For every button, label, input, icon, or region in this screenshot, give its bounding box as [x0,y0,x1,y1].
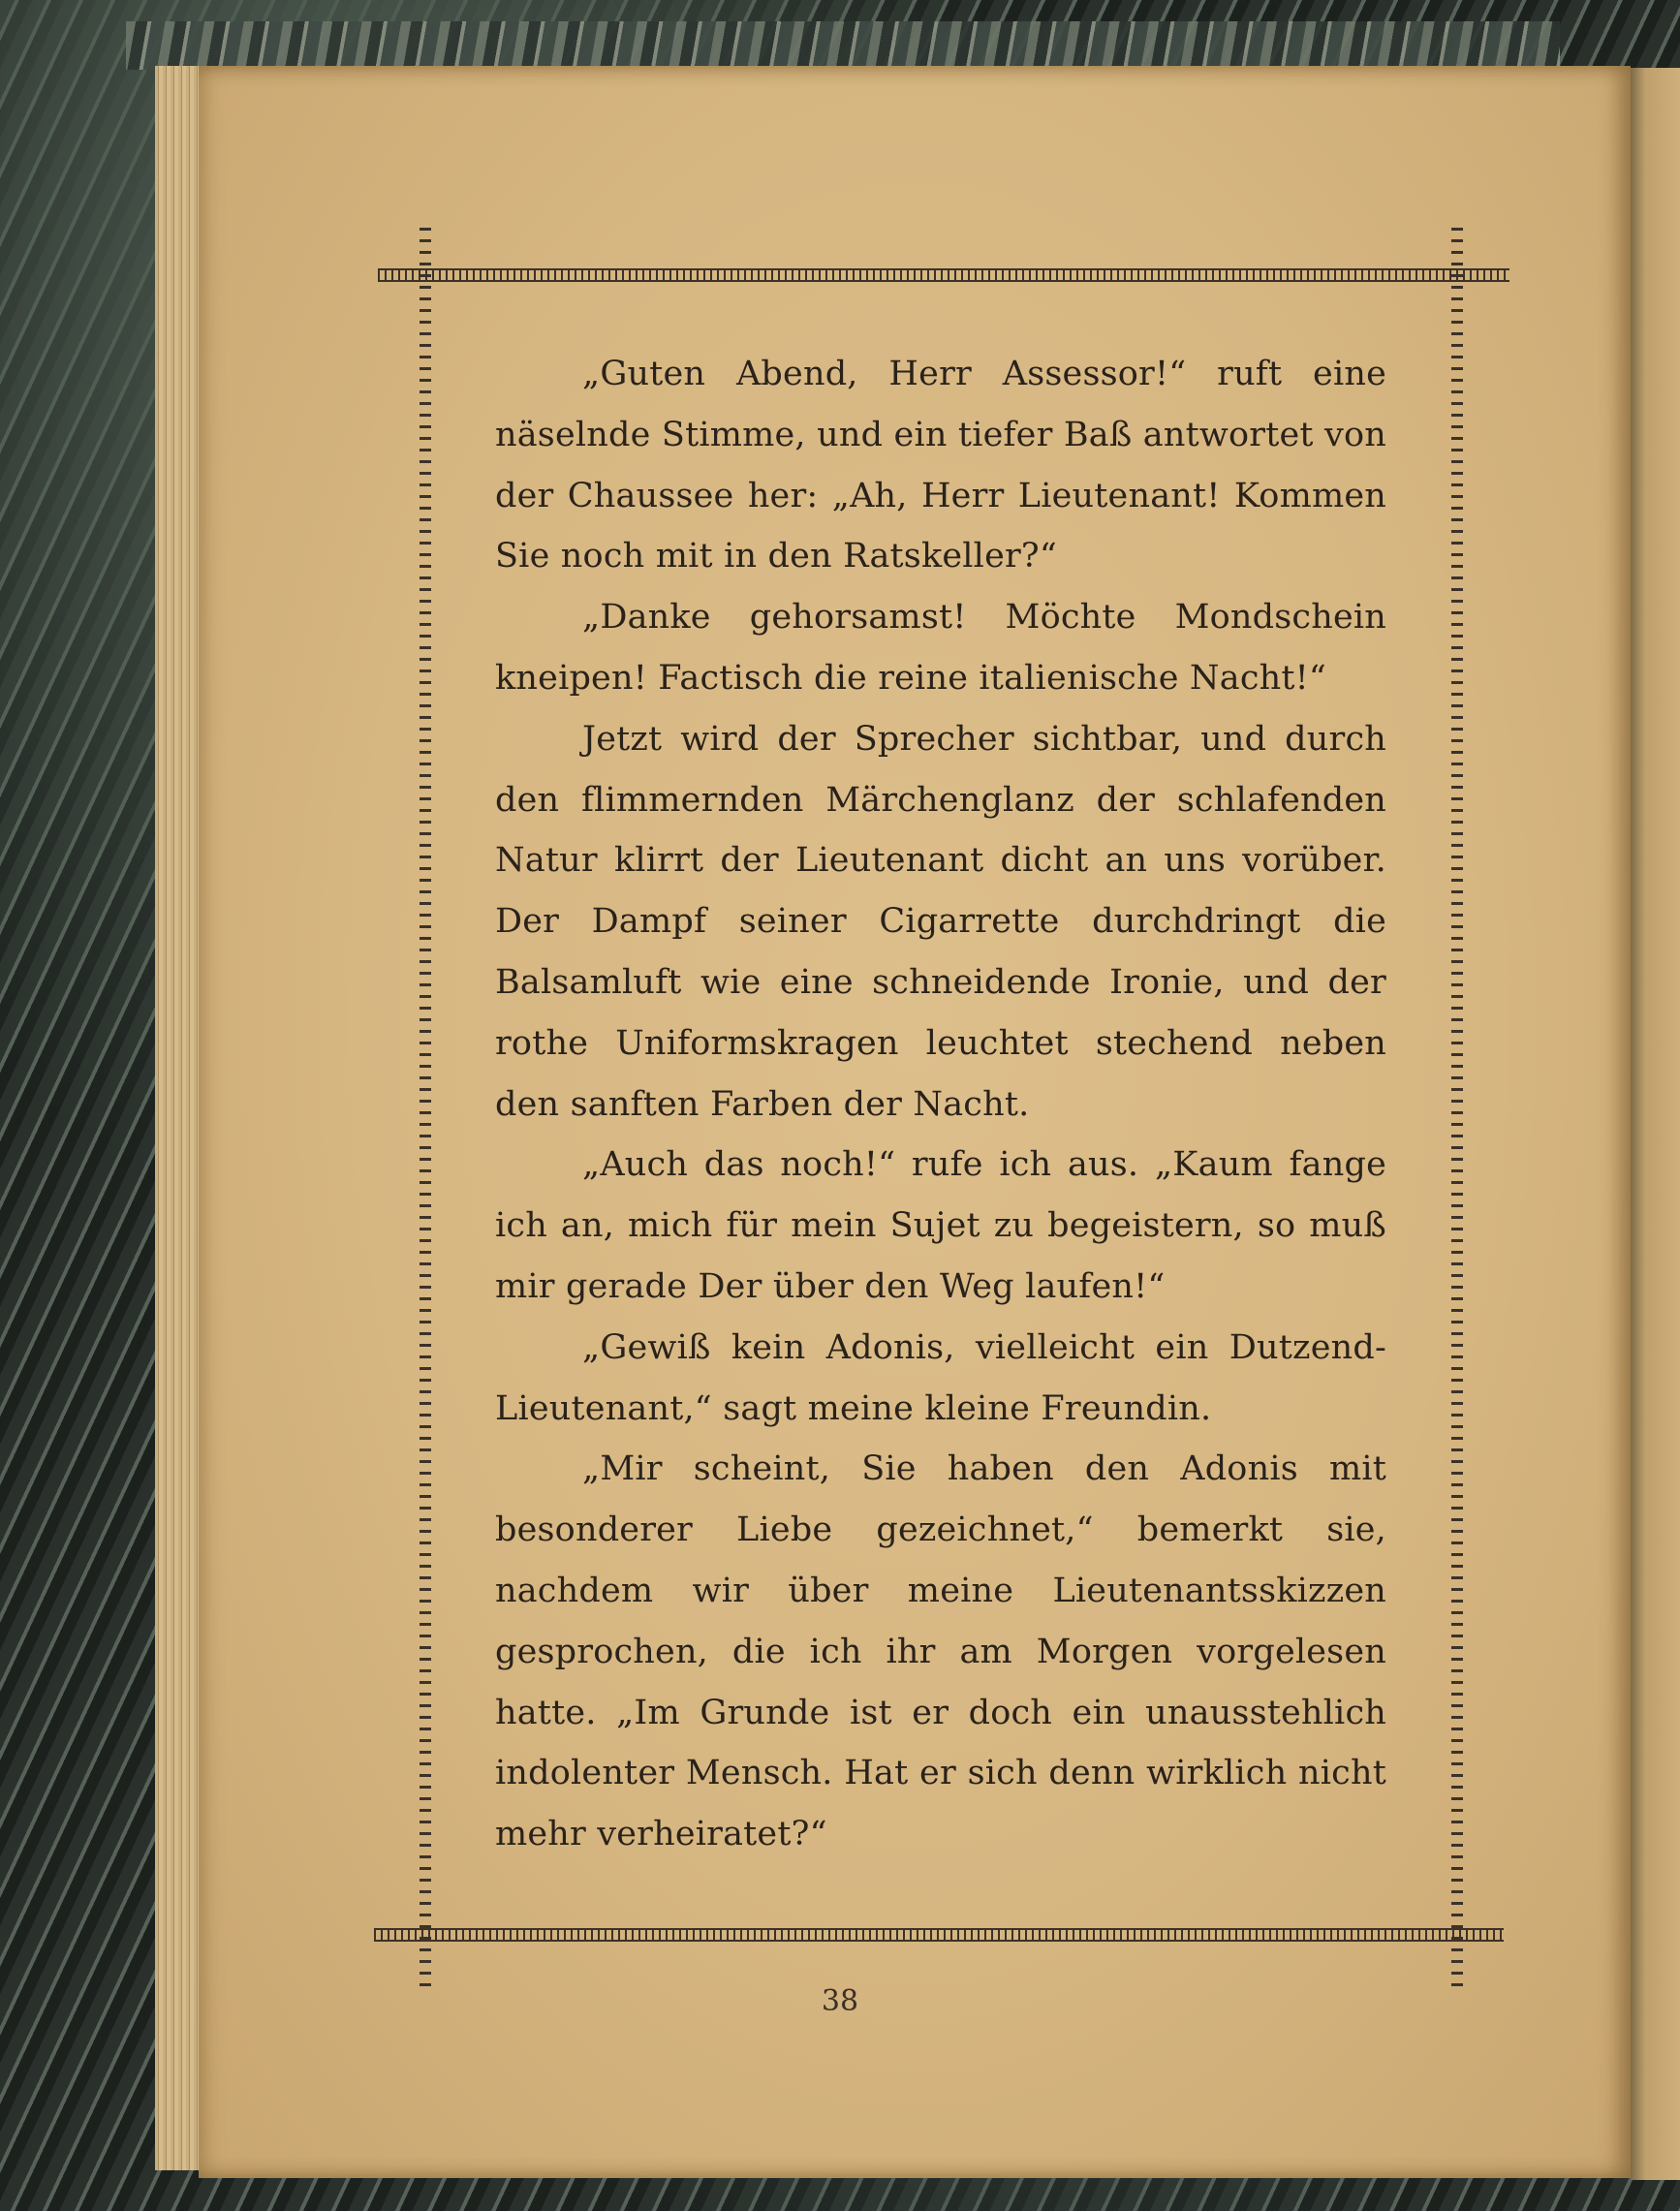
frame-top-rule [378,268,1509,282]
paragraph: „Auch das noch!“ rufe ich aus. „Kaum fange ich an, mich für mein Sujet zu begeistern, so muß mir gerade Der über den Weg laufen!“ [495,1145,1386,1306]
facing-page-edge [1631,68,1680,2180]
paragraph: „Gewiß kein Adonis, vielleicht ein Dutzend-Lieutenant,“ sagt meine kleine Freundin. [495,1327,1386,1428]
frame-left-rule [420,228,431,1986]
marbled-edge [126,21,1560,70]
paragraph: „Guten Abend, Herr Assessor!“ ruft eine näselnde Stimme, und ein tiefer Baß antwortet von der Chaussee her: „Ah, Herr Lieutenant! Kommen Sie noch mit in den Ratskeller?“ [495,355,1386,576]
paragraph: „Mir scheint, Sie haben den Adonis mit besonderer Liebe gezeichnet,“ bemerkt sie, nachdem wir über meine Lieutenantsskizzen gesprochen, die ich ihr am Morgen vorgelesen hatte. „Im Grunde ist er doch ein unausstehlich indolenter Mensch. Hat er sich denn wirklich nicht mehr verheiratet?“ [495,1449,1386,1854]
frame-bottom-rule [374,1928,1504,1942]
page-number: 38 [821,1984,859,2018]
body-text [495,344,1386,1865]
paragraph: „Danke gehorsamst! Möchte Mondschein kneipen! Factisch die reine italienische Nacht!“ [495,598,1386,698]
frame-right-rule [1451,228,1463,1986]
paragraph: Jetzt wird der Sprecher sichtbar, und durch den flimmernden Märchenglanz der schlafenden Natur klirrt der Lieutenant dicht an uns vorüber. Der Dampf seiner Cigarrette durchdringt die Balsamluft wie eine schneidende Ironie, und der rothe Uniformskragen leuchtet stechend neben den sanften Farben der Nacht. [495,719,1386,1124]
